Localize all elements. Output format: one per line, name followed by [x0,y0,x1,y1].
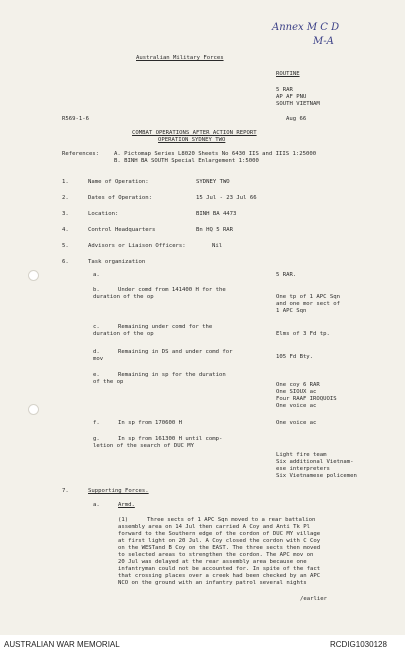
task-letter: f. [93,420,100,426]
task-detail: Remaining in sp for the duration [118,372,226,378]
task-letter: e. [93,372,100,378]
task-unit: 1 APC Sqn [276,308,307,314]
task-detail: Remaining under comd for the [118,324,213,330]
para-number: (1) [118,517,129,523]
item-number: 4. [62,227,69,233]
item-label: Location: [88,211,119,217]
organization-heading: Australian Military Forces [136,55,224,61]
archive-id: RCDIG1030128 [330,640,387,649]
task-detail: letion of the search of DUC MY [93,443,195,449]
para-line: NCO on the ground with an infantry patrol several nights [118,580,307,586]
report-subtitle: OPERATION SYDNEY TWO [158,137,226,143]
para-line: 20 Jul was delayed at the rear assembly area because one [118,559,307,565]
continued-marker: /earlier [300,596,327,602]
item-label: Control Headquarters [88,227,156,233]
item-number: 2. [62,195,69,201]
item-value: 15 Jul - 23 Jul 66 [196,195,257,201]
item-number: 5. [62,243,69,249]
file-reference: R569-1-6 [62,116,89,122]
task-unit: ese interpreters [276,466,330,472]
unit-line: SOUTH VIETNAM [276,101,320,107]
task-letter: d. [93,349,100,355]
task-letter: b. [93,287,100,293]
reference-b: B. BINH BA SOUTH Special Enlargement 1:5000 [114,158,259,164]
classification: ROUTINE [276,71,300,77]
report-date: Aug 66 [286,116,307,122]
item-number: 7. [62,488,69,494]
para-line: on the WESTand B Coy on the EAST. The three sects then moved [118,545,321,551]
item-value: Nil [212,243,223,249]
item-value: SYDNEY TWO [196,179,230,185]
task-detail: mov [93,356,104,362]
task-unit: One coy 6 RAR [276,382,320,388]
archive-name: AUSTRALIAN WAR MEMORIAL [4,640,120,649]
unit-line: 5 RAR [276,87,293,93]
task-detail: In sp from 170600 H [118,420,182,426]
task-detail: of the op [93,379,124,385]
para-line: forward to the Southern edge of the cordon of DUC MY village [118,531,321,537]
punch-hole [28,404,39,415]
para-line: to selected areas to strengthen the cordon. The APC mov on [118,552,314,558]
task-unit: 5 RAR. [276,272,297,278]
task-unit: Six Vietnamese policemen [276,473,357,479]
task-unit: Six additional Vietnam- [276,459,354,465]
task-detail: In sp from 161300 H until comp- [118,436,223,442]
task-detail: Under comd from 141400 H for the [118,287,226,293]
archive-footer [0,638,405,653]
item-value: Bn HQ 5 RAR [196,227,234,233]
sub-letter: a. [93,502,100,508]
handwritten-annex-note: Annex M C D [272,22,340,33]
para-line: Three sects of 1 APC Sqn moved to a rear battalion [147,517,316,523]
task-detail: duration of the op [93,331,154,337]
item-number: 6. [62,259,69,265]
task-unit: One voice ac [276,420,317,426]
task-letter: a. [93,272,100,278]
punch-hole [28,270,39,281]
item-number: 3. [62,211,69,217]
task-unit: One SIOUX ac [276,389,317,395]
para-line: assembly area on 14 Jul then carried A Coy and Anti Tk Pl [118,524,310,530]
item-label: Advisors or Liaison Officers: [88,243,186,249]
task-organization-label: Task organization [88,259,146,265]
item-value: BINH BA 4473 [196,211,237,217]
task-unit: and one mor sect of [276,301,340,307]
task-unit: 105 Fd Bty. [276,354,314,360]
task-unit: Light fire team [276,452,327,458]
para-line: that crossing places over a creek had been checked by an APC [118,573,321,579]
task-letter: g. [93,436,100,442]
handwritten-annex-letter: M-A [313,36,334,47]
item-label: Name of Operation: [88,179,149,185]
task-detail: Remaining in DS and under comd for [118,349,233,355]
task-unit: Four RAAF IROQUOIS [276,396,337,402]
task-unit: Elms of 3 Fd tp. [276,331,330,337]
item-label: Dates of Operation: [88,195,152,201]
supporting-forces-heading: Supporting Forces. [88,488,149,494]
item-number: 1. [62,179,69,185]
task-letter: c. [93,324,100,330]
armd-heading: Armd. [118,502,135,508]
task-unit: One voice ac [276,403,317,409]
task-detail: duration of the op [93,294,154,300]
task-unit: One tp of 1 APC Sqn [276,294,340,300]
para-line: at first light on 20 Jul. A Coy closed the cordon with C Coy [118,538,321,544]
para-line: infantryman could not be accounted for. In spite of the fact [118,566,321,572]
references-label: References: [62,151,100,157]
unit-line: AP AF PNU [276,94,307,100]
reference-a: A. Pictomap Series L8020 Sheets No 6430 IIS and IIIS 1:25000 [114,151,317,157]
report-title: COMBAT OPERATIONS AFTER ACTION REPORT [132,130,257,136]
